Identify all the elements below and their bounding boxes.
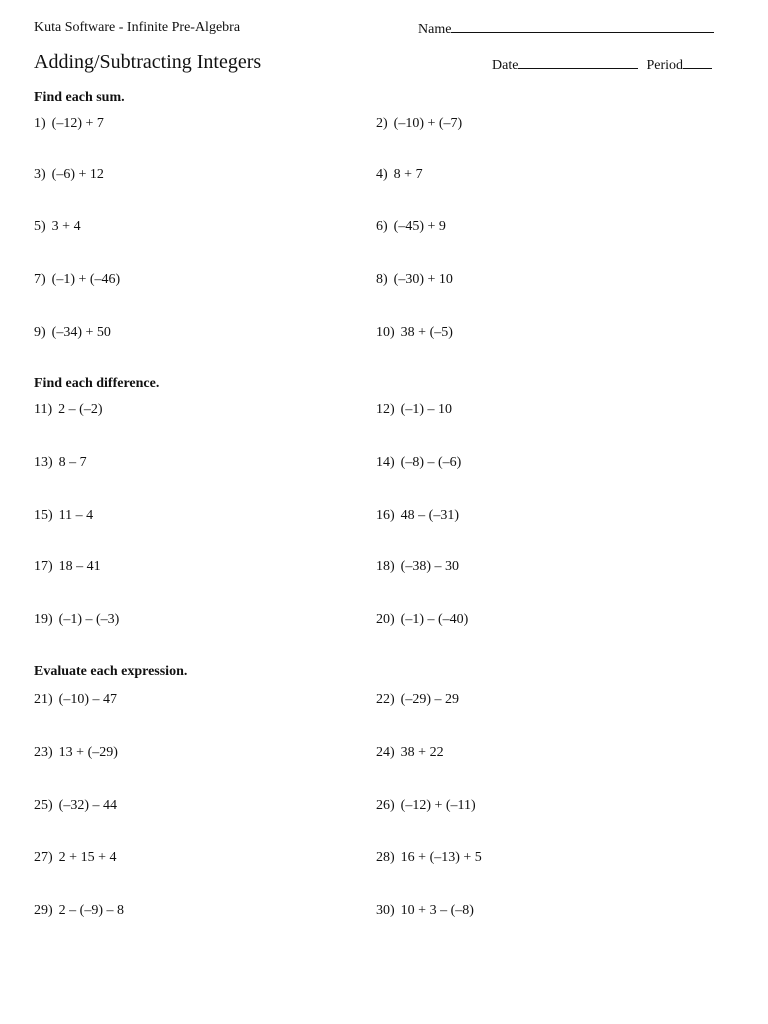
problem-item [376, 455, 461, 471]
name-blank[interactable] [451, 20, 714, 33]
problem-number: 15) [34, 508, 53, 523]
problem-expression: 2 – (–2) [58, 402, 103, 417]
problem-number: 1) [34, 116, 46, 131]
problem-expression: (–10) + (–7) [393, 116, 463, 131]
problem-number: 22) [376, 692, 395, 707]
problem-item [34, 850, 116, 866]
problem-expression: (–1) – 10 [400, 402, 452, 417]
problem-item [34, 745, 118, 761]
problem-item [34, 903, 124, 919]
problem-item [376, 692, 459, 708]
problem-number: 30) [376, 903, 395, 918]
problem-item [376, 612, 468, 628]
problem-item [34, 116, 104, 132]
name-label: Name [418, 22, 452, 37]
problem-number: 3) [34, 167, 46, 182]
problem-number: 17) [34, 559, 53, 574]
problem-item [34, 692, 117, 708]
problem-number: 19) [34, 612, 53, 627]
problem-number: 23) [34, 745, 53, 760]
problem-item [34, 219, 81, 235]
problem-expression: 38 + 22 [400, 745, 444, 760]
problem-item [34, 402, 102, 418]
publisher-line: Kuta Software - Infinite Pre-Algebra [34, 20, 241, 35]
problem-item [376, 272, 453, 288]
problem-expression: (–8) – (–6) [400, 455, 462, 470]
problem-expression: (–34) + 50 [51, 325, 111, 340]
problem-expression: (–45) + 9 [393, 219, 446, 234]
problem-expression: (–1) – (–3) [58, 612, 120, 627]
problem-number: 11) [34, 402, 53, 417]
problem-item [376, 559, 459, 575]
problem-item [376, 850, 482, 866]
section-heading-evaluate: Evaluate each expression. [34, 664, 188, 679]
problem-item [34, 325, 111, 341]
problem-expression: 8 – 7 [58, 455, 87, 470]
date-label: Date [492, 58, 519, 73]
problem-number: 29) [34, 903, 53, 918]
problem-number: 28) [376, 850, 395, 865]
period-blank[interactable] [683, 56, 712, 69]
problem-number: 8) [376, 272, 388, 287]
problem-number: 6) [376, 219, 388, 234]
problem-expression: (–10) – 47 [58, 692, 117, 707]
problem-expression: (–1) + (–46) [51, 272, 121, 287]
problem-item [34, 559, 101, 575]
problem-number: 21) [34, 692, 53, 707]
problem-item [34, 508, 93, 524]
problem-number: 5) [34, 219, 46, 234]
problem-expression: 8 + 7 [393, 167, 423, 182]
worksheet-title: Adding/Subtracting Integers [34, 51, 262, 73]
problem-number: 14) [376, 455, 395, 470]
problem-expression: 10 + 3 – (–8) [400, 903, 474, 918]
problem-item [34, 167, 104, 183]
problem-expression: (–6) + 12 [51, 167, 104, 182]
problem-item [34, 455, 87, 471]
problem-expression: (–32) – 44 [58, 798, 117, 813]
problem-item [376, 402, 452, 418]
problem-item [376, 116, 462, 132]
problem-item [34, 798, 117, 814]
problem-item [376, 903, 474, 919]
section-heading-difference: Find each difference. [34, 376, 160, 391]
problem-expression: 16 + (–13) + 5 [400, 850, 482, 865]
problem-number: 10) [376, 325, 395, 340]
date-period-fields [492, 56, 712, 74]
problem-item [376, 325, 453, 341]
problem-expression: 18 – 41 [58, 559, 101, 574]
problem-number: 16) [376, 508, 395, 523]
problem-item [376, 219, 446, 235]
problem-number: 20) [376, 612, 395, 627]
problem-item [376, 167, 423, 183]
problem-expression: (–30) + 10 [393, 272, 453, 287]
problem-item [376, 508, 459, 524]
problem-item [34, 272, 120, 288]
problem-expression: (–38) – 30 [400, 559, 459, 574]
section-heading-sum: Find each sum. [34, 90, 125, 105]
problem-number: 9) [34, 325, 46, 340]
problem-number: 26) [376, 798, 395, 813]
problem-expression: 3 + 4 [51, 219, 81, 234]
problem-number: 25) [34, 798, 53, 813]
problem-item [376, 798, 476, 814]
problem-expression: 48 – (–31) [400, 508, 459, 523]
problem-number: 24) [376, 745, 395, 760]
problem-expression: 11 – 4 [58, 508, 94, 523]
name-field[interactable] [418, 20, 714, 38]
date-blank[interactable] [518, 56, 638, 69]
problem-number: 12) [376, 402, 395, 417]
problem-expression: 13 + (–29) [58, 745, 118, 760]
problem-number: 27) [34, 850, 53, 865]
problem-expression: (–29) – 29 [400, 692, 459, 707]
problem-expression: 38 + (–5) [400, 325, 453, 340]
problem-number: 7) [34, 272, 46, 287]
problem-number: 13) [34, 455, 53, 470]
problem-item [376, 745, 444, 761]
problem-item [34, 612, 119, 628]
problem-number: 4) [376, 167, 388, 182]
problem-expression: 2 + 15 + 4 [58, 850, 117, 865]
problem-expression: (–1) – (–40) [400, 612, 469, 627]
period-label: Period [646, 58, 683, 73]
problem-number: 18) [376, 559, 395, 574]
problem-expression: 2 – (–9) – 8 [58, 903, 124, 918]
problem-expression: (–12) + 7 [51, 116, 104, 131]
problem-number: 2) [376, 116, 388, 131]
problem-expression: (–12) + (–11) [400, 798, 476, 813]
